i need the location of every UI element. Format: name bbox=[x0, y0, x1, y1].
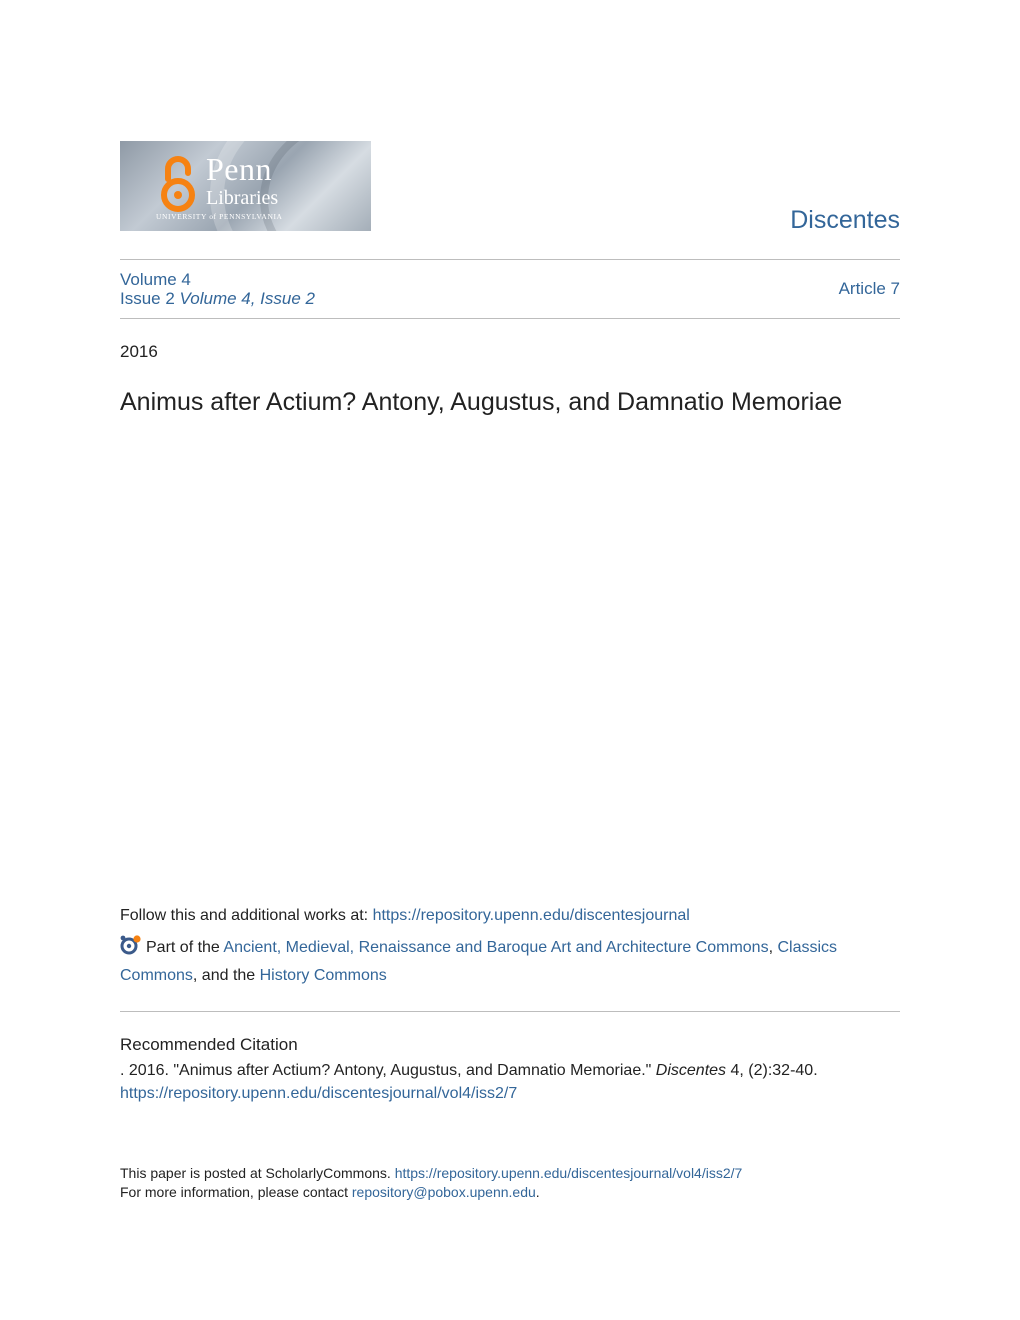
separator: , and the bbox=[192, 967, 260, 984]
contact-email-link[interactable]: repository@pobox.upenn.edu bbox=[351, 1184, 536, 1200]
history-commons-link[interactable]: History Commons bbox=[259, 967, 387, 984]
part-of-prefix: Part of the bbox=[146, 939, 224, 956]
separator: , bbox=[768, 939, 778, 956]
issue-italic-text: Volume 4, Issue 2 bbox=[179, 289, 315, 308]
citation-journal: Discentes bbox=[655, 1062, 727, 1079]
volume-issue-block bbox=[120, 270, 315, 308]
logo-penn-text: Penn bbox=[206, 151, 272, 187]
journal-url-link[interactable]: https://repository.upenn.edu/discentesjournal bbox=[372, 907, 690, 924]
posted-url-link[interactable]: https://repository.upenn.edu/discentesjournal/vol4/iss2/7 bbox=[394, 1165, 743, 1181]
divider bbox=[120, 1011, 900, 1012]
citation-body bbox=[120, 1059, 900, 1105]
journal-title-link[interactable]: Discentes bbox=[790, 206, 900, 234]
follow-line bbox=[120, 907, 690, 925]
logo-libraries-text: Libraries bbox=[206, 187, 279, 209]
logo-university-text: UNIVERSITY of PENNSYLVANIA bbox=[156, 212, 283, 221]
citation-rest: 4, (2):32-40. bbox=[726, 1062, 818, 1079]
commons-network-icon bbox=[120, 935, 142, 955]
divider bbox=[120, 318, 900, 319]
issue-italic-link[interactable] bbox=[180, 289, 315, 308]
follow-prefix: Follow this and additional works at: bbox=[120, 907, 373, 924]
art-architecture-commons-link[interactable]: Ancient, Medieval, Renaissance and Baroque Art and Architecture Commons bbox=[223, 939, 769, 956]
posted-prefix: This paper is posted at ScholarlyCommons. bbox=[120, 1165, 395, 1181]
article-number-link[interactable]: Article 7 bbox=[838, 279, 900, 298]
recommended-citation-heading: Recommended Citation bbox=[120, 1035, 298, 1054]
publication-year: 2016 bbox=[120, 342, 158, 361]
article-title: Animus after Actium? Antony, Augustus, and Damnatio Memoriae bbox=[120, 388, 843, 416]
citation-text: . 2016. "Animus after Actium? Antony, Augustus, and Damnatio Memoriae." bbox=[120, 1062, 656, 1079]
penn-libraries-logo[interactable] bbox=[120, 141, 371, 231]
classics-commons-link[interactable]: Classics Commons bbox=[120, 939, 838, 984]
issue-link[interactable]: Issue 2 bbox=[120, 289, 175, 308]
citation-url-link[interactable]: https://repository.upenn.edu/discentesjournal/vol4/iss2/7 bbox=[120, 1085, 518, 1102]
contact-suffix: . bbox=[535, 1184, 540, 1200]
contact-prefix: For more information, please contact bbox=[120, 1184, 352, 1200]
volume-link[interactable]: Volume 4 bbox=[120, 270, 191, 289]
posted-notice bbox=[120, 1164, 742, 1202]
part-of-commons bbox=[120, 934, 900, 990]
divider bbox=[120, 259, 900, 260]
open-access-lock-icon bbox=[158, 155, 198, 215]
